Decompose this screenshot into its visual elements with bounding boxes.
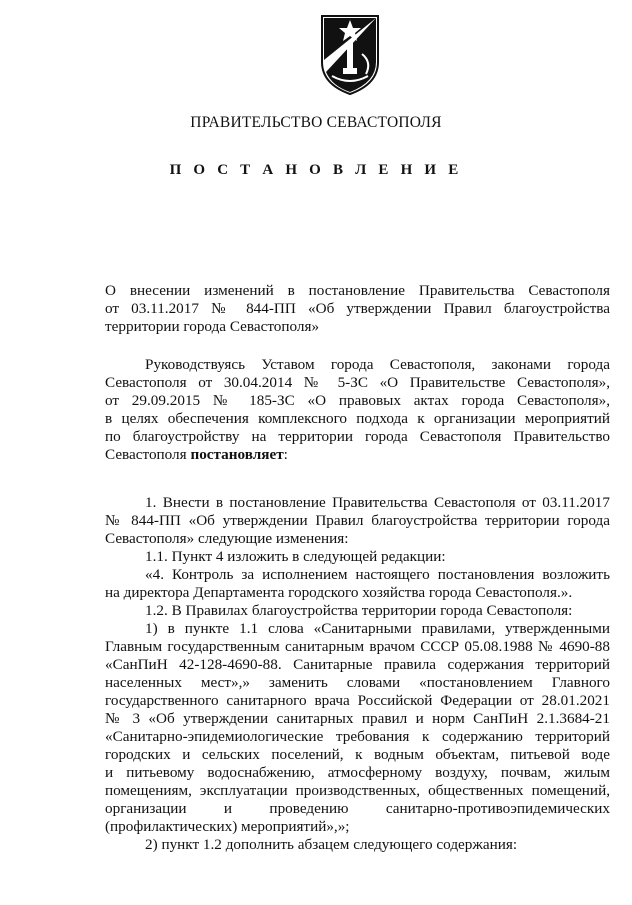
preamble-line: по благоустройству на территории города Севастополя Правительство (105, 428, 610, 445)
body-line: «СанПиН 42-128-4690-88. Санитарные правила содержания территорий (105, 656, 610, 673)
preamble-line: от 29.09.2015 № 185-ЗС «О правовых актах города Севастополя», (105, 392, 610, 409)
subject-line: от 03.11.2017 № 844-ПП «Об утверждении Правил благоустройства (105, 300, 610, 317)
government-name: ПРАВИТЕЛЬСТВО СЕВАСТОПОЛЯ (190, 114, 442, 131)
preamble-prefix: Севастополя (105, 446, 191, 463)
body-line: населенных мест»,» заменить словами «постановлением Главного (105, 674, 610, 691)
body-line: (профилактических) мероприятий»,»; (105, 818, 350, 835)
body-line: организации и проведению санитарно-противоэпидемических (105, 800, 610, 817)
preamble-suffix: : (283, 446, 288, 463)
subject-line: О внесении изменений в постановление Правительства Севастополя (105, 282, 610, 299)
body-line: № 3 «Об утверждении санитарных правил и норм СанПиН 2.1.3684-21 (105, 710, 610, 727)
preamble-line: Севастополя от 30.04.2014 № 5-ЗС «О Правительстве Севастополя», (105, 374, 610, 391)
body-line: государственного санитарного врача Российской Федерации от 28.01.2021 (105, 692, 610, 709)
sevastopol-coat-of-arms-icon (318, 14, 382, 96)
body-line: 1.2. В Правилах благоустройства территории города Севастополя: (145, 602, 573, 619)
preamble-line: в целях обеспечения комплексного подхода к организации мероприятий (105, 410, 610, 427)
body-line: на директора Департамента городского хозяйства города Севастополя.». (105, 584, 573, 601)
body-line: «Санитарно-эпидемиологические требования к содержанию территорий (105, 728, 610, 745)
body-line: и питьевому водоснабжению, атмосферному воздуху, почвам, жилым (105, 764, 610, 781)
body-line: 1.1. Пункт 4 изложить в следующей редакции: (145, 548, 446, 565)
body-line: городских и сельских поселений, к водным объектам, питьевой воде (105, 746, 610, 763)
decree-word: постановляет (190, 446, 284, 463)
preamble-line-decree (105, 446, 610, 464)
body-line: Севастополя» следующие изменения: (105, 530, 349, 547)
subject-line: территории города Севастополя» (105, 318, 320, 335)
body-line: помещениям, эксплуатации производственных, общественных помещений, (105, 782, 610, 799)
body-line: «4. Контроль за исполнением настоящего постановления возложить (145, 566, 610, 583)
body-block (105, 494, 610, 854)
body-line: 1. Внести в постановление Правительства Севастополя от 03.11.2017 (145, 494, 610, 511)
body-line: 1) в пункте 1.1 слова «Санитарными правилами, утвержденными (145, 620, 610, 637)
body-line: 2) пункт 1.2 дополнить абзацем следующего содержания: (145, 836, 518, 853)
subject-block (105, 282, 610, 336)
document-type-title: П О С Т А Н О В Л Е Н И Е (169, 162, 463, 178)
preamble-line: Руководствуясь Уставом города Севастополя, законами города (145, 356, 610, 373)
body-line: Главным государственным санитарным врачом СССР 05.08.1988 № 4690-88 (105, 638, 610, 655)
preamble-block (105, 356, 610, 464)
body-line: № 844-ПП «Об утверждении Правил благоустройства территории города (105, 512, 610, 529)
